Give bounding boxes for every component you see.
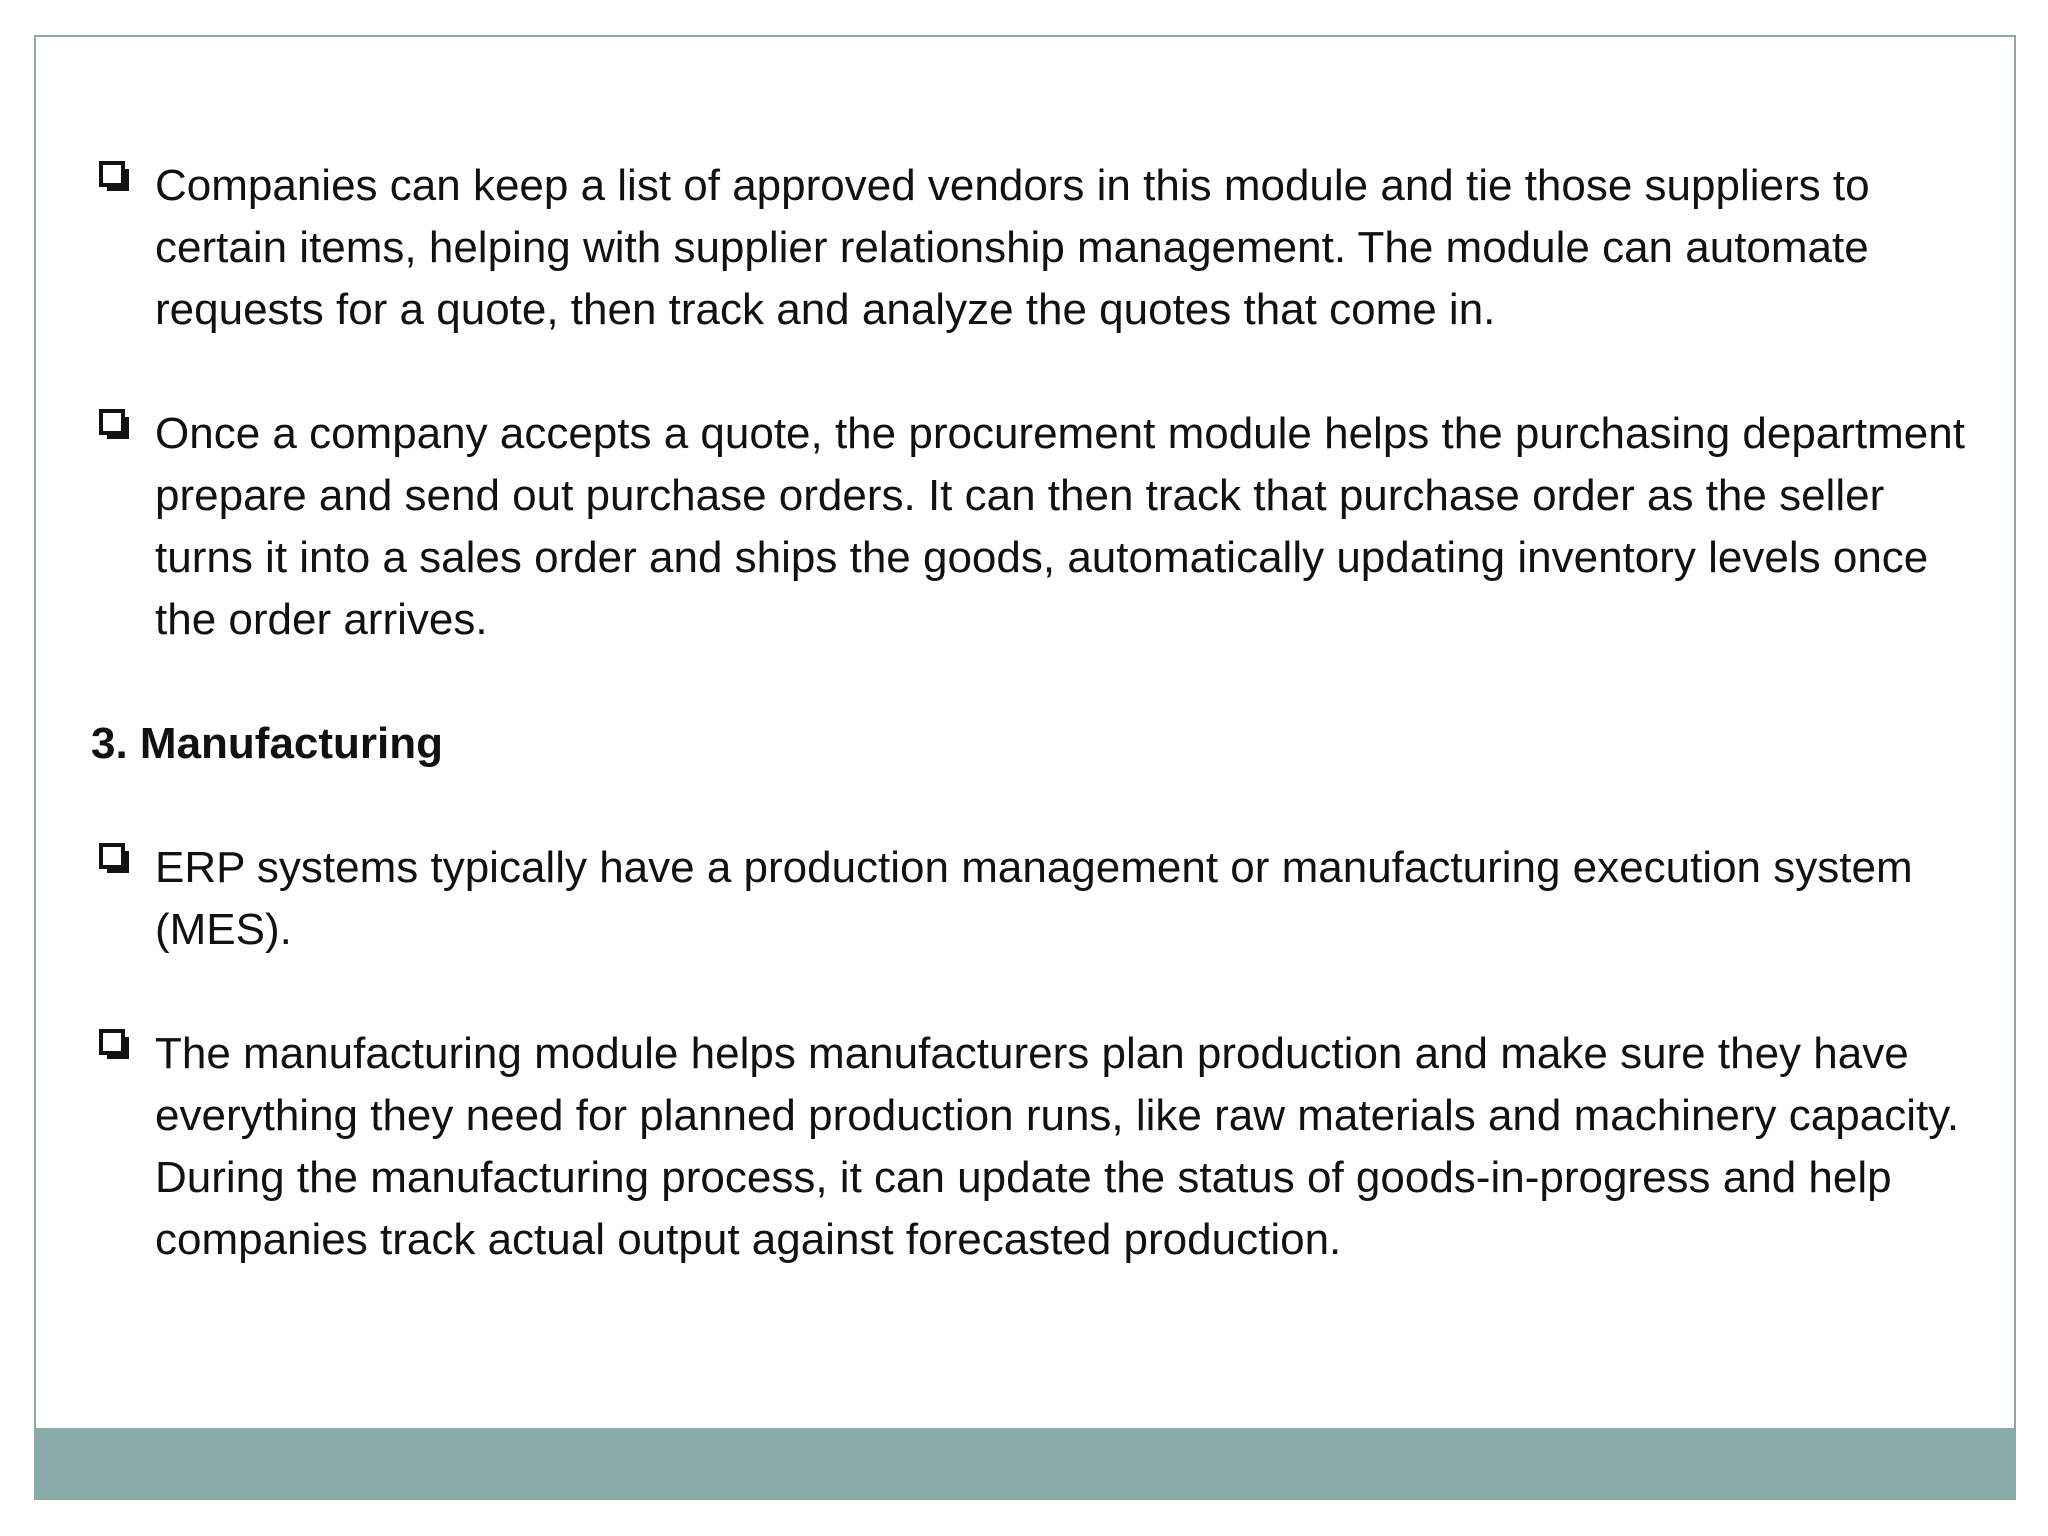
bullet-text: Companies can keep a list of approved vendors in this module and tie those suppliers to certain items, helping with supplier relationship management. The module can automate requests for a quote, then track and analyze the quotes that come in. <box>155 161 1870 334</box>
slide-frame <box>34 35 2016 1500</box>
hollow-square-bullet-icon <box>99 843 131 875</box>
bullet-text: ERP systems typically have a production management or manufacturing execution system (MES). <box>155 843 1913 954</box>
bullet-item <box>91 1023 1971 1271</box>
bullet-item <box>91 155 1971 341</box>
bullet-item <box>91 837 1971 961</box>
footer-bar <box>36 1428 2014 1498</box>
hollow-square-bullet-icon <box>99 1029 131 1061</box>
bullet-item <box>91 403 1971 651</box>
bullet-text: The manufacturing module helps manufacturers plan production and make sure they have everything they need for planned production runs, like raw materials and machinery capacity. During the manufacturing process, it can update the status of goods-in-progress and help companies track actual output against forecasted production. <box>155 1029 1960 1264</box>
slide-content <box>91 117 1971 1271</box>
hollow-square-bullet-icon <box>99 409 131 441</box>
hollow-square-bullet-icon <box>99 161 131 193</box>
bullet-text: Once a company accepts a quote, the procurement module helps the purchasing department prepare and send out purchase orders. It can then track that purchase order as the seller turns it into a sales order and ships the goods, automatically updating inventory levels once the order arrives. <box>155 409 1965 644</box>
section-heading: 3. Manufacturing <box>91 719 444 768</box>
